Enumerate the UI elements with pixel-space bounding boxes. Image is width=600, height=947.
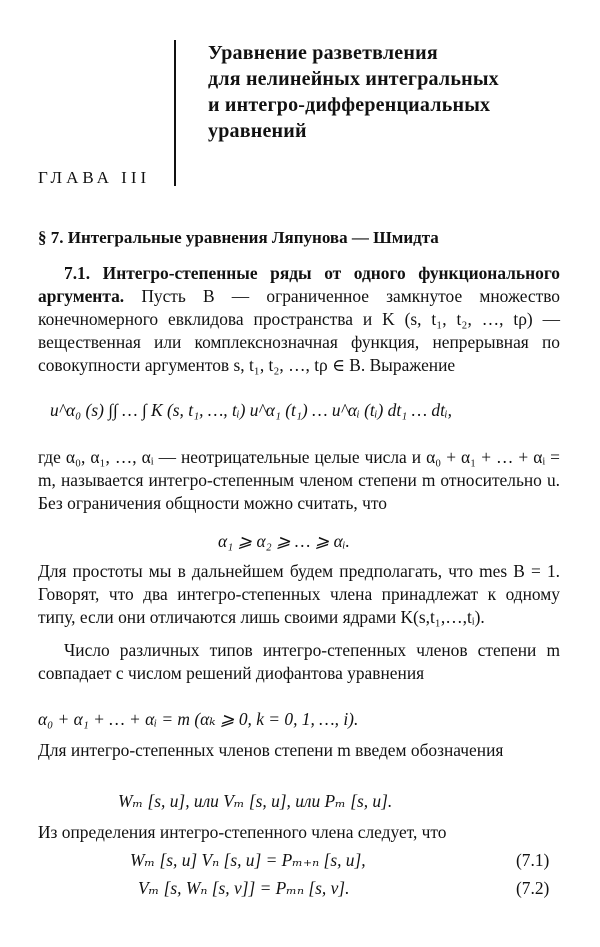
equation-number: (7.1): [516, 850, 550, 870]
paragraph-notation: Для интегро-степенных членов степени m введем обозначения: [38, 740, 504, 760]
equation-notation: Wₘ [s, u], или Vₘ [s, u], или Pₘ [s, u].: [118, 791, 393, 811]
subsection-heading: 7.1. Интегро-степенные ряды от одного функционального аргумента.: [38, 263, 560, 306]
chapter-title-line: для нелинейных интегральных: [208, 68, 499, 90]
paragraph-types: Число различных типов интегро-степенных членов степени m совпадает с числом решений диофантова уравнения: [38, 640, 560, 683]
chapter-title-line: Уравнение разветвления: [208, 42, 438, 64]
equation-ordering: α₁ ⩾ α₂ ⩾ … ⩾ αᵢ.: [218, 531, 350, 551]
chapter-title-line: и интегро-дифференциальных: [208, 94, 491, 116]
paragraph-assumption: Для простоты мы в дальнейшем будем предполагать, что mes B = 1. Говорят, что два интегро-степенных члена принадлежат к одному типу, если они отличаются лишь своими ядрами K(s,t₁,…,tᵢ).: [38, 561, 560, 627]
paragraph-text: Пусть B — ограниченное замкнутое множество конечномерного евклидова пространства и K (s, t₁, t₂, …, tρ) — вещественная или комплекснозначная функция, непрерывная по совокупности аргументов s, t₁, t₂, …, tρ ∈ B. Выражение: [38, 286, 560, 375]
paragraph-intro: [38, 262, 560, 377]
paragraph-consequence: Из определения интегро-степенного члена следует, что: [38, 822, 447, 842]
chapter-title-line: уравнений: [208, 120, 307, 142]
equation-diophantine: α₀ + α₁ + … + αᵢ = m (αₖ ⩾ 0, k = 0, 1, …, i).: [38, 709, 359, 729]
chapter-vertical-rule: [174, 40, 176, 186]
paragraph-definition: где α₀, α₁, …, αᵢ — неотрицательные целые числа и α₀ + α₁ + … + αᵢ = m, называется интегро-степенным членом степени m относительно u. Без ограничения общности можно считать, что: [38, 447, 560, 513]
chapter-label: ГЛАВА III: [38, 168, 151, 187]
section-heading: § 7. Интегральные уравнения Ляпунова — Шмидта: [38, 228, 439, 247]
equation-7-2: Vₘ [s, Wₙ [s, v]] = Pₘₙ [s, v].: [138, 878, 350, 898]
equation-integro-power-term: u^α₀ (s) ∫∫ … ∫ K (s, t₁, …, tᵢ) u^α₁ (t₁) … u^αᵢ (tᵢ) dt₁ … dtᵢ,: [50, 400, 453, 420]
equation-number: (7.2): [516, 878, 550, 898]
equation-7-1: Wₘ [s, u] Vₙ [s, u] = Pₘ₊ₙ [s, u],: [130, 850, 366, 870]
chapter-title: [208, 40, 568, 144]
